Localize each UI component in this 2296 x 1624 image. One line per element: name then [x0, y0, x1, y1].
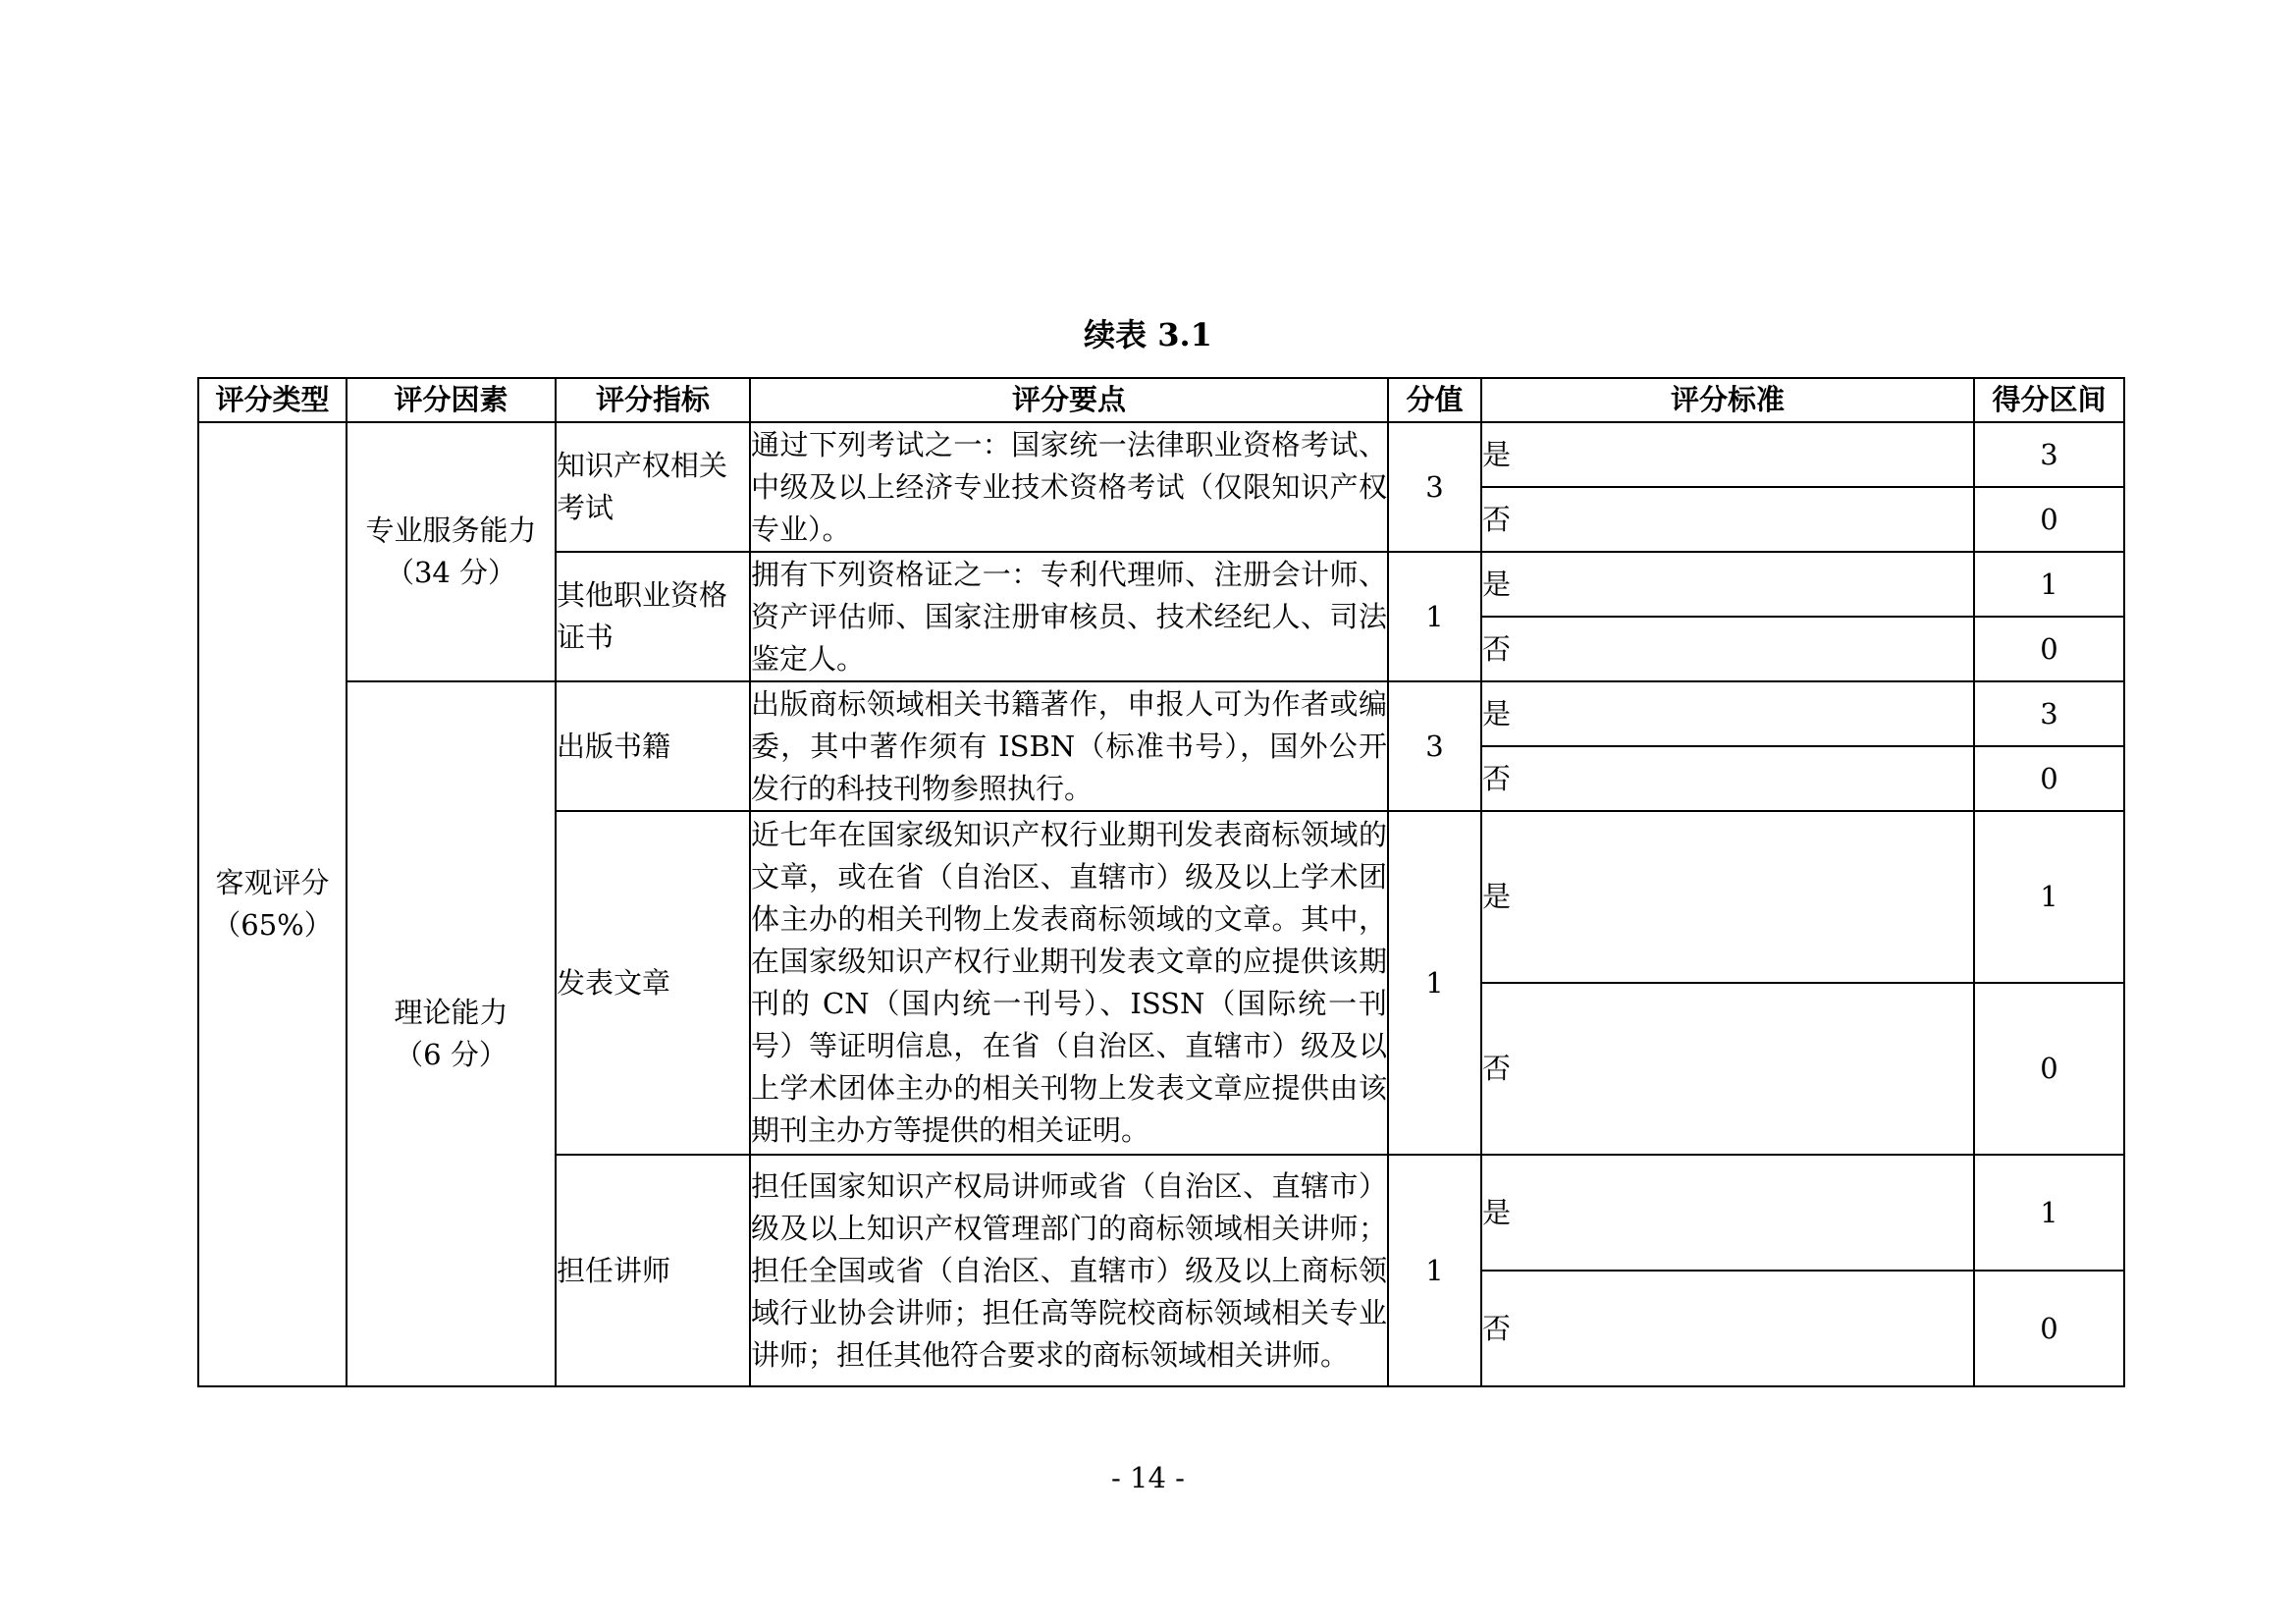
indicator-name: 知识产权相关考试: [556, 422, 750, 552]
indicator-value: 1: [1388, 1155, 1481, 1386]
header-value: 分值: [1388, 378, 1481, 422]
indicator-name: 其他职业资格证书: [556, 552, 750, 681]
standard-yes: 是: [1481, 681, 1974, 746]
factor-cell: [347, 422, 556, 681]
standard-no: 否: [1481, 746, 1974, 811]
score-yes: 1: [1974, 1155, 2124, 1271]
indicator-desc: 近七年在国家级知识产权行业期刊发表商标领域的文章，或在省（自治区、直辖市）级及以上学术团体主办的相关刊物上发表商标领域的文章。其中，在国家级知识产权行业期刊发表文章的应提供该期刊的 CN（国内统一刊号）、ISSN（国际统一刊号）等证明信息，在省（自治区、直辖市）级及以上学术团体主办的相关刊物上发表文章应提供由该期刊主办方等提供的相关证明。: [750, 811, 1388, 1155]
indicator-desc: 出版商标领域相关书籍著作，申报人可为作者或编委，其中著作须有 ISBN（标准书号），国外公开发行的科技刊物参照执行。: [750, 681, 1388, 811]
type-weight: （65%）: [212, 908, 333, 942]
score-no: 0: [1974, 487, 2124, 552]
scoring-table: [197, 377, 2125, 1387]
header-standard: 评分标准: [1481, 378, 1974, 422]
factor-name: 理论能力: [394, 996, 508, 1029]
header-factor: 评分因素: [347, 378, 556, 422]
type-name: 客观评分: [215, 866, 330, 899]
table-row: [198, 681, 2124, 746]
standard-no: 否: [1481, 983, 1974, 1155]
indicator-value: 3: [1388, 422, 1481, 552]
score-no: 0: [1974, 983, 2124, 1155]
standard-yes: 是: [1481, 1155, 1974, 1271]
standard-yes: 是: [1481, 552, 1974, 617]
standard-no: 否: [1481, 1271, 1974, 1386]
header-row: [198, 378, 2124, 422]
indicator-value: 1: [1388, 811, 1481, 1155]
indicator-value: 1: [1388, 552, 1481, 681]
indicator-desc: 通过下列考试之一：国家统一法律职业资格考试、中级及以上经济专业技术资格考试（仅限知识产权专业）。: [750, 422, 1388, 552]
score-yes: 1: [1974, 552, 2124, 617]
standard-no: 否: [1481, 487, 1974, 552]
score-yes: 1: [1974, 811, 2124, 983]
score-no: 0: [1974, 1271, 2124, 1386]
indicator-name: 担任讲师: [556, 1155, 750, 1386]
type-cell: [198, 422, 347, 1386]
indicator-desc: 担任国家知识产权局讲师或省（自治区、直辖市）级及以上知识产权管理部门的商标领域相关讲师；担任全国或省（自治区、直辖市）级及以上商标领域行业协会讲师；担任高等院校商标领域相关专业讲师；担任其他符合要求的商标领域相关讲师。: [750, 1155, 1388, 1386]
indicator-value: 3: [1388, 681, 1481, 811]
factor-cell: [347, 681, 556, 1386]
score-yes: 3: [1974, 681, 2124, 746]
score-yes: 3: [1974, 422, 2124, 487]
header-key-points: 评分要点: [750, 378, 1388, 422]
header-score-range: 得分区间: [1974, 378, 2124, 422]
indicator-name: 出版书籍: [556, 681, 750, 811]
standard-yes: 是: [1481, 811, 1974, 983]
score-no: 0: [1974, 746, 2124, 811]
factor-points: （6 分）: [395, 1038, 507, 1071]
header-type: 评分类型: [198, 378, 347, 422]
indicator-name: 发表文章: [556, 811, 750, 1155]
table-row: [198, 422, 2124, 487]
table-title: 续表 3.1: [1084, 316, 1212, 353]
factor-name: 专业服务能力: [365, 514, 537, 547]
page-number: - 14 -: [1111, 1461, 1185, 1494]
header-indicator: 评分指标: [556, 378, 750, 422]
factor-points: （34 分）: [385, 556, 517, 589]
standard-yes: 是: [1481, 422, 1974, 487]
score-no: 0: [1974, 617, 2124, 681]
standard-no: 否: [1481, 617, 1974, 681]
indicator-desc: 拥有下列资格证之一：专利代理师、注册会计师、资产评估师、国家注册审核员、技术经纪人、司法鉴定人。: [750, 552, 1388, 681]
